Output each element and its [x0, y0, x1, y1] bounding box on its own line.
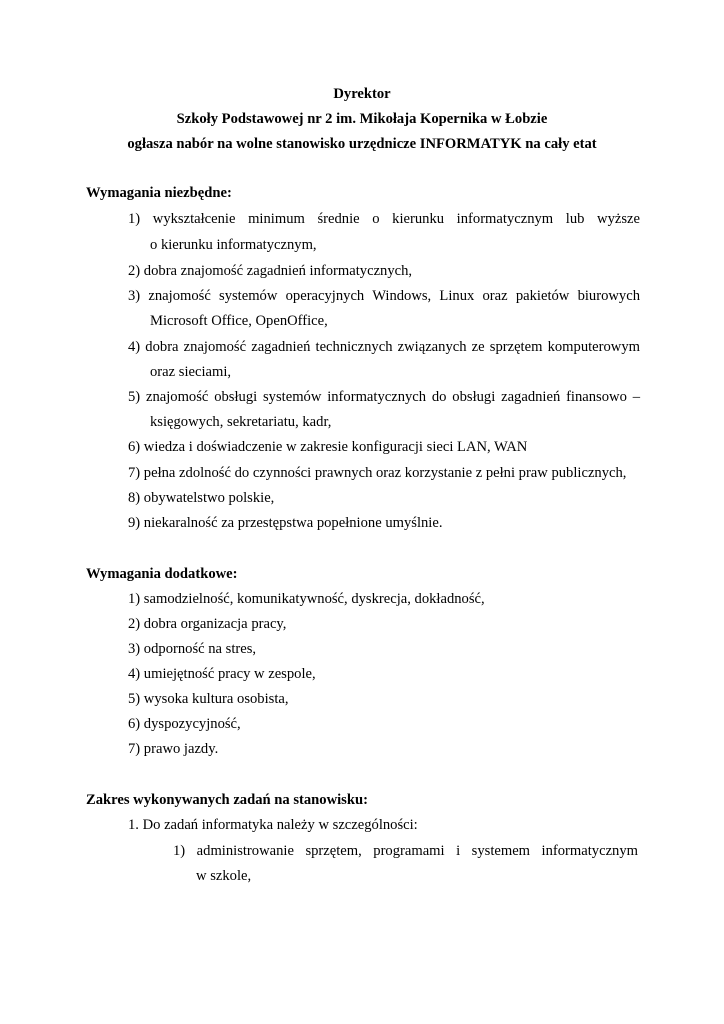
required-item-7: 7) pełna zdolność do czynności prawnych oraz korzystanie z pełni praw publicznych,: [128, 465, 627, 481]
required-item-9: 9) niekaralność za przestępstwa popełnione umyślnie.: [128, 515, 443, 531]
additional-item-4: 4) umiejętność pracy w zespole,: [128, 666, 316, 682]
required-item-8: 8) obywatelstwo polskie,: [128, 490, 275, 506]
required-item-2: 2) dobra znajomość zagadnień informatycznych,: [128, 263, 413, 279]
scope-subitem-1: 1) administrowanie sprzętem, programami i systemem informatycznym: [173, 843, 638, 859]
additional-item-2: 2) dobra organizacja pracy,: [128, 616, 287, 632]
required-item-1-cont: o kierunku informatycznym,: [150, 237, 317, 253]
additional-item-6: 6) dyspozycyjność,: [128, 716, 241, 732]
additional-item-7: 7) prawo jazdy.: [128, 741, 219, 757]
required-item-5: 5) znajomość obsługi systemów informatycznych do obsługi zagadnień finansowo –: [128, 389, 640, 405]
required-item-5-cont: księgowych, sekretariatu, kadr,: [150, 414, 332, 430]
scope-item-1: 1. Do zadań informatyka należy w szczególności:: [128, 817, 418, 833]
required-item-4: 4) dobra znajomość zagadnień technicznych związanych ze sprzętem komputerowym: [128, 339, 640, 355]
required-item-4-cont: oraz sieciami,: [150, 364, 232, 380]
additional-heading: Wymagania dodatkowe:: [86, 566, 238, 582]
scope-subitem-1-cont: w szkole,: [196, 868, 252, 884]
additional-item-5: 5) wysoka kultura osobista,: [128, 691, 289, 707]
required-item-1: 1) wykształcenie minimum średnie o kierunku informatycznym lub wyższe: [128, 211, 640, 227]
scope-heading: Zakres wykonywanych zadań na stanowisku:: [86, 792, 368, 808]
header-announcement: ogłasza nabór na wolne stanowisko urzędnicze INFORMATYK na cały etat: [127, 136, 597, 152]
header-title: Dyrektor: [333, 86, 391, 102]
required-item-3: 3) znajomość systemów operacyjnych Windows, Linux oraz pakietów biurowych: [128, 288, 640, 304]
required-item-6: 6) wiedza i doświadczenie w zakresie konfiguracji sieci LAN, WAN: [128, 439, 528, 455]
additional-item-3: 3) odporność na stres,: [128, 641, 257, 657]
required-item-3-cont: Microsoft Office, OpenOffice,: [150, 313, 328, 329]
additional-item-1: 1) samodzielność, komunikatywność, dyskrecja, dokładność,: [128, 591, 485, 607]
header-school-name: Szkoły Podstawowej nr 2 im. Mikołaja Kopernika w Łobzie: [176, 111, 548, 127]
required-heading: Wymagania niezbędne:: [86, 185, 232, 201]
